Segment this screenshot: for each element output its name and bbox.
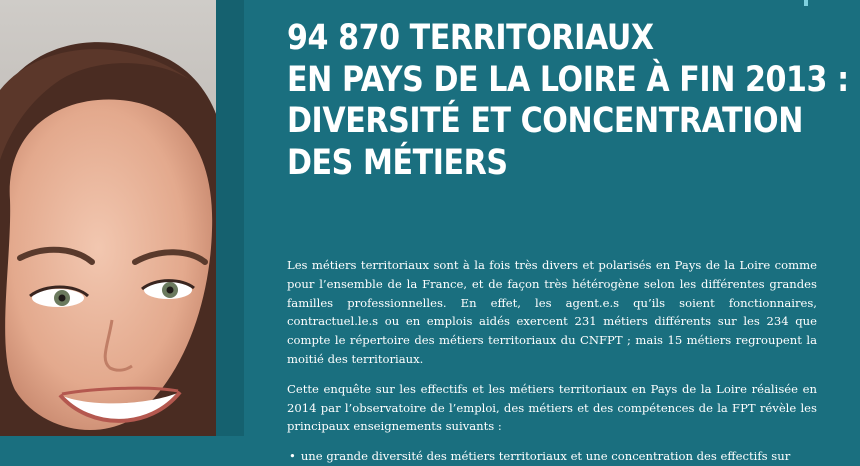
title-line: 94 870 TERRITORIAUX — [287, 18, 654, 58]
findings-list — [287, 447, 817, 466]
photo-edge-band — [216, 0, 244, 436]
title-line: DIVERSITÉ ET CONCENTRATION — [287, 101, 803, 141]
title-line: EN PAYS DE LA LOIRE À FIN 2013 : — [287, 59, 849, 100]
portrait-photo — [0, 0, 244, 436]
corner-accent — [804, 0, 808, 6]
intro-paragraph: Les métiers territoriaux sont à la fois très divers et polarisés en Pays de la Loire comme pour l’ensemble de la France, et de façon très hétérogène selon les différentes grandes familles professionnelles. En effet, les agent.e.s qu’ils soient fonctionnaires, contractuel.le.s ou en emplois aidés exercent 231 métiers différents sur les 234 que compte le répertoire des métiers territoriaux du CNFPT ; mais 15 métiers regroupent la moitié des territoriaux. — [287, 258, 817, 366]
list-item: • une grande diversité des métiers territoriaux et une concentration des effectifs sur — [299, 447, 817, 466]
title-line: DES MÉTIERS — [287, 142, 508, 183]
content-panel — [244, 0, 860, 464]
survey-paragraph: Cette enquête sur les effectifs et les métiers territoriaux en Pays de la Loire réalisée en 2014 par l’observatoire de l’emploi, des métiers et des compétences de la FPT révèle les principaux enseignements suivants : — [287, 381, 817, 434]
portrait-illustration — [0, 0, 244, 436]
article-body — [287, 256, 817, 466]
page-title — [287, 18, 849, 184]
